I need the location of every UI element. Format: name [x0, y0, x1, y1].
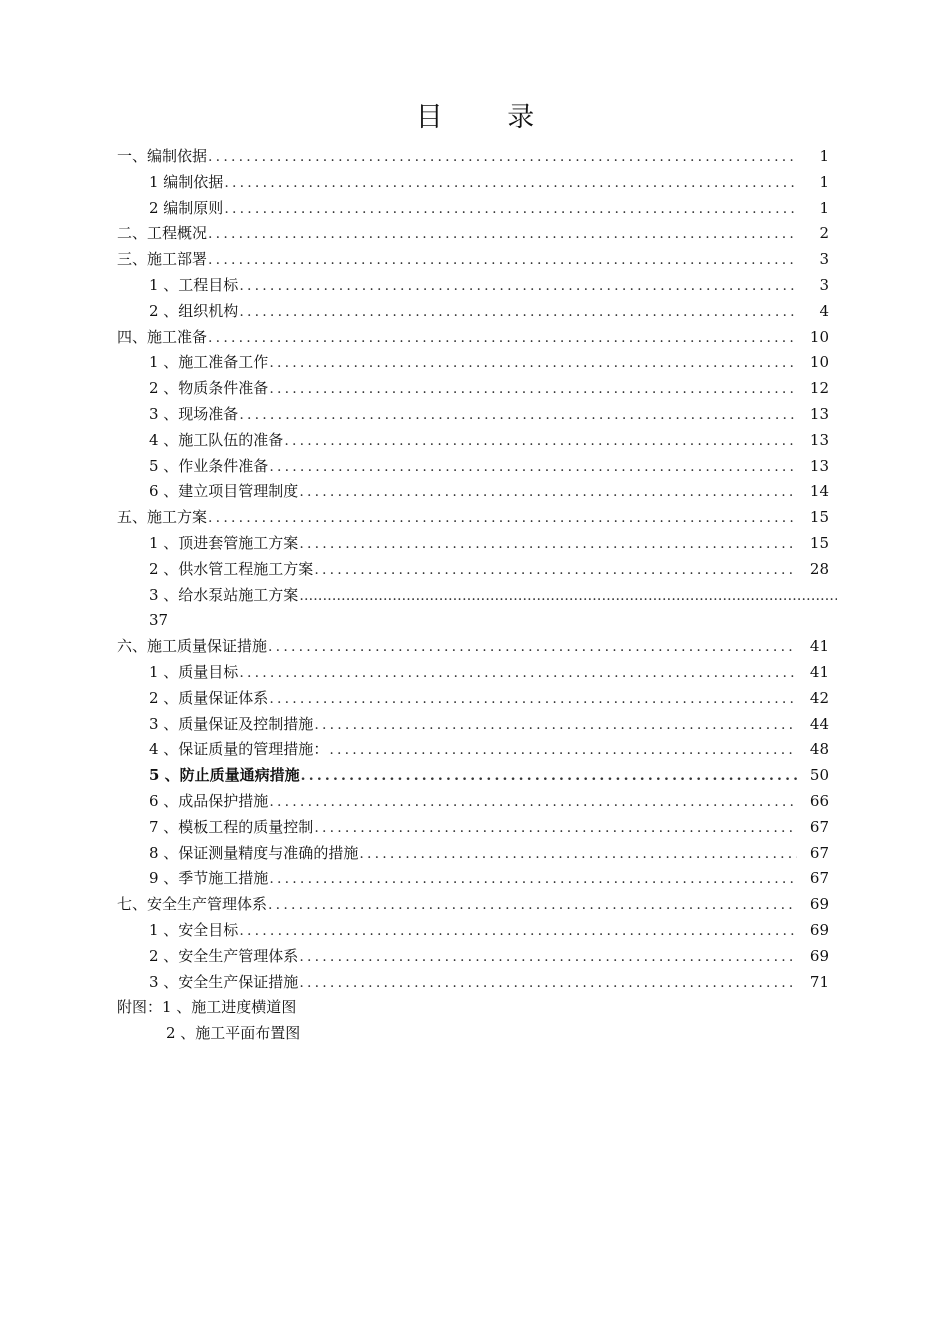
toc-entry-page: 13 — [809, 456, 829, 475]
dot-leader — [269, 351, 797, 377]
toc-entry-page: 10 — [809, 353, 829, 372]
toc-entry-page: 67 — [809, 843, 829, 862]
toc-entry-label: 3 、安全生产保证措施 — [149, 972, 299, 991]
dot-leader — [239, 919, 797, 945]
toc-entry[interactable] — [117, 763, 837, 789]
toc-entry-page: 41 — [809, 637, 829, 656]
toc-entry-label: 3 、质量保证及控制措施 — [149, 714, 314, 733]
toc-entry-wrapped-page — [117, 608, 837, 634]
toc-entry-page: 12 — [809, 379, 829, 398]
dot-leader — [208, 222, 797, 248]
toc-entry[interactable] — [117, 634, 837, 660]
toc-entry-label: 1 、施工准备工作 — [149, 353, 269, 372]
toc-entry-page: 15 — [809, 508, 829, 527]
appendix-entry-label: 附图：1 、施工进度横道图 — [117, 998, 297, 1017]
toc-entry[interactable] — [117, 712, 837, 738]
toc-entry[interactable] — [117, 583, 837, 609]
dot-leader — [269, 790, 797, 816]
toc-entry-label: 6 、建立项目管理制度 — [149, 482, 299, 501]
toc-entry[interactable] — [117, 454, 837, 480]
toc-entry[interactable] — [117, 531, 837, 557]
dot-leader — [239, 661, 797, 687]
toc-entry-label: 二、工程概况 — [117, 224, 208, 243]
toc-entry-label: 8 、保证测量精度与准确的措施 — [149, 843, 359, 862]
toc-entry[interactable] — [117, 841, 837, 867]
toc-entry-page: 67 — [809, 817, 829, 836]
dot-leader — [269, 687, 797, 713]
dot-leader — [208, 326, 797, 352]
toc-entry-label: 7 、模板工程的质量控制 — [149, 817, 314, 836]
dot-leader — [314, 816, 797, 842]
toc-entry-label: 三、施工部署 — [117, 250, 208, 269]
toc-entry-page: 41 — [809, 662, 829, 681]
toc-entry[interactable] — [117, 376, 837, 402]
toc-entry-page: 13 — [809, 404, 829, 423]
dot-leader — [269, 455, 797, 481]
toc-entry[interactable] — [117, 866, 837, 892]
toc-entry-label: 4 、施工队伍的准备 — [149, 430, 284, 449]
toc-entry[interactable] — [117, 789, 837, 815]
dot-leader — [208, 145, 797, 171]
dot-leader — [299, 584, 837, 610]
toc-entry[interactable] — [117, 247, 837, 273]
toc-entry-page: 1 — [819, 147, 829, 165]
toc-entry-label: 2 、物质条件准备 — [149, 379, 269, 398]
toc-entry-label: 1 编制依据 — [149, 172, 224, 191]
dot-leader — [284, 429, 797, 455]
dot-leader — [314, 713, 797, 739]
toc-entry-page: 28 — [809, 559, 829, 578]
toc-entry-label: 2 、组织机构 — [149, 301, 239, 320]
toc-entry-label: 2 、安全生产管理体系 — [149, 946, 299, 965]
toc-entry-page: 10 — [809, 327, 829, 346]
appendix-entry[interactable] — [117, 995, 837, 1021]
dot-leader — [239, 300, 797, 326]
toc-entry-page: 71 — [809, 972, 829, 991]
toc-entry[interactable] — [117, 299, 837, 325]
toc-entry-label: 四、施工准备 — [117, 327, 208, 346]
page-title: 目 录 — [415, 102, 563, 133]
toc-entry-page: 50 — [809, 766, 829, 785]
dot-leader — [269, 377, 797, 403]
dot-leader — [239, 403, 797, 429]
dot-leader — [239, 274, 797, 300]
toc-entry[interactable] — [117, 686, 837, 712]
toc-entry-page: 2 — [819, 224, 829, 243]
toc-entry-page: 48 — [809, 740, 829, 759]
toc-entry[interactable] — [117, 325, 837, 351]
toc-entry[interactable] — [117, 918, 837, 944]
dot-leader — [299, 971, 797, 997]
toc-entry-page: 13 — [809, 430, 829, 449]
toc-entry-label: 五、施工方案 — [117, 508, 208, 527]
toc-entry-label: 1 、安全目标 — [149, 920, 239, 939]
toc-entry-page: 15 — [809, 533, 829, 552]
toc-entry[interactable] — [117, 479, 837, 505]
toc-entry[interactable] — [117, 428, 837, 454]
dot-leader — [208, 248, 797, 274]
toc-entry-label: 1 、质量目标 — [149, 662, 239, 681]
toc-entry-label: 5 、防止质量通病措施 — [149, 766, 300, 785]
toc-entry-page: 14 — [809, 482, 829, 501]
toc-entry[interactable] — [117, 350, 837, 376]
toc-entry-label: 5 、作业条件准备 — [149, 456, 269, 475]
toc-entry-label: 1 、顶进套管施工方案 — [149, 533, 299, 552]
dot-leader — [314, 558, 797, 584]
dot-leader — [224, 197, 797, 223]
toc-entry-label: 3 、现场准备 — [149, 404, 239, 423]
toc-entry-label: 3 、给水泵站施工方案 — [149, 585, 299, 604]
toc-entry-page: 67 — [809, 869, 829, 888]
toc-entry[interactable] — [117, 402, 837, 428]
appendix-entry[interactable] — [117, 1021, 837, 1047]
toc-entry-page: 44 — [809, 714, 829, 733]
dot-leader — [329, 738, 797, 764]
dot-leader — [301, 764, 797, 790]
toc-entry[interactable] — [117, 170, 837, 196]
appendix-entry-label: 2 、施工平面布置图 — [166, 1024, 301, 1043]
toc-entry-page: 1 — [819, 198, 829, 217]
toc-entry-page: 42 — [809, 688, 829, 707]
toc-entry-label: 一、编制依据 — [117, 147, 208, 165]
toc-entry-page: 69 — [809, 895, 829, 914]
toc-entry[interactable] — [117, 557, 837, 583]
dot-leader — [299, 480, 797, 506]
toc-entry-label: 六、施工质量保证措施 — [117, 637, 268, 656]
toc-entry[interactable] — [117, 815, 837, 841]
toc-entry-label: 9 、季节施工措施 — [149, 869, 269, 888]
table-of-contents — [117, 144, 837, 1047]
toc-entry-label: 2 、供水管工程施工方案 — [149, 559, 314, 578]
dot-leader — [224, 171, 797, 197]
toc-entry[interactable] — [117, 196, 837, 222]
dot-leader — [299, 945, 797, 971]
toc-entry[interactable] — [117, 273, 837, 299]
toc-entry-label: 4 、保证质量的管理措施： — [149, 740, 329, 759]
toc-entry-page: 4 — [819, 301, 829, 320]
toc-entry-page: 69 — [809, 946, 829, 965]
toc-entry-page: 69 — [809, 920, 829, 939]
toc-entry[interactable] — [117, 144, 837, 170]
toc-entry[interactable] — [117, 221, 837, 247]
toc-entry[interactable] — [117, 505, 837, 531]
dot-leader — [268, 635, 797, 661]
toc-entry-page: 66 — [809, 791, 829, 810]
toc-entry-page: 3 — [819, 250, 829, 269]
toc-entry[interactable] — [117, 892, 837, 918]
toc-entry-label: 2 编制原则 — [149, 198, 224, 217]
dot-leader — [208, 506, 797, 532]
toc-entry[interactable] — [117, 970, 837, 996]
toc-entry-page: 1 — [819, 172, 829, 191]
toc-entry-label: 2 、质量保证体系 — [149, 688, 269, 707]
toc-entry-label: 6 、成品保护措施 — [149, 791, 269, 810]
toc-entry[interactable] — [117, 737, 837, 763]
toc-entry[interactable] — [117, 660, 837, 686]
dot-leader — [299, 532, 797, 558]
dot-leader — [268, 893, 797, 919]
toc-entry-label: 37 — [149, 611, 169, 630]
toc-entry-label: 1 、工程目标 — [149, 275, 239, 294]
dot-leader — [359, 842, 797, 868]
toc-entry[interactable] — [117, 944, 837, 970]
toc-entry-page: 3 — [819, 275, 829, 294]
dot-leader — [269, 867, 797, 893]
toc-entry-label: 七、安全生产管理体系 — [117, 895, 268, 914]
